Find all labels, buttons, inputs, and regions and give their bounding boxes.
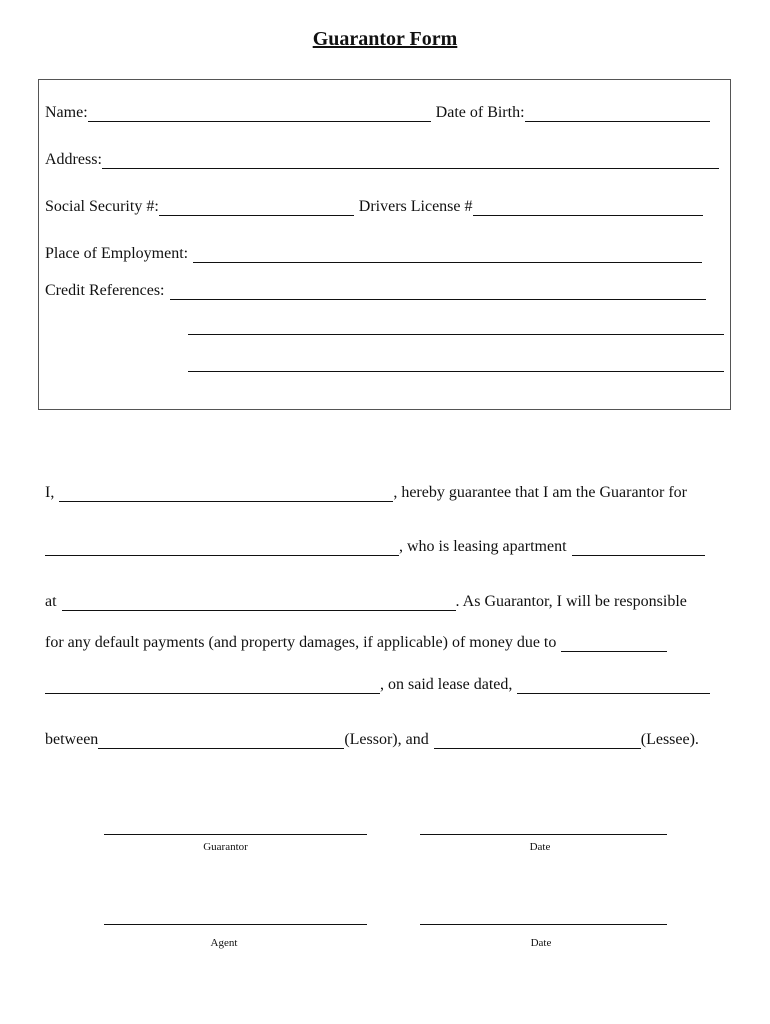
statement-prefix-i: I, (45, 484, 55, 501)
credit-field-2[interactable] (188, 317, 724, 335)
payee-field[interactable] (561, 634, 667, 652)
credit-label: Credit References: (45, 282, 165, 299)
dob-label: Date of Birth: (435, 104, 525, 121)
license-label: Drivers License # (358, 198, 473, 215)
address-field[interactable] (102, 151, 719, 169)
statement-line-2-text: , who is leasing apartment (399, 538, 567, 555)
statement-prefix-at: at (45, 593, 57, 610)
name-field[interactable] (88, 104, 431, 122)
statement-line-1-text: , hereby guarantee that I am the Guarantor for (393, 484, 687, 501)
lessee-name-field[interactable] (45, 538, 399, 556)
employment-row (45, 245, 702, 263)
statement-line-1 (45, 484, 687, 502)
statement-line-3 (45, 593, 687, 611)
license-field[interactable] (473, 198, 703, 216)
statement-line-5 (45, 676, 710, 694)
name-label: Name: (45, 104, 88, 121)
credit-field-1[interactable] (170, 282, 706, 300)
employment-field[interactable] (193, 245, 702, 263)
ssn-label: Social Security #: (45, 198, 159, 215)
credit-field-3[interactable] (188, 354, 724, 372)
lease-date-field[interactable] (517, 676, 710, 694)
agent-signature-label: Agent (210, 937, 238, 949)
statement-line-4-text: for any default payments (and property damages, if applicable) of money due to (45, 634, 557, 651)
dob-field[interactable] (525, 104, 710, 122)
guarantor-signature-line[interactable] (104, 834, 367, 835)
ssn-row (45, 198, 703, 216)
agent-date-line[interactable] (420, 924, 667, 925)
apartment-number-field[interactable] (572, 538, 705, 556)
address-label: Address: (45, 151, 102, 168)
statement-line-3-text: . As Guarantor, I will be responsible (455, 593, 687, 610)
payee-field-continued[interactable] (45, 676, 380, 694)
employment-label: Place of Employment: (45, 245, 189, 262)
agent-date-label: Date (530, 937, 552, 949)
form-title: Guarantor Form (312, 28, 458, 50)
statement-prefix-between: between (45, 731, 99, 748)
statement-line-2 (45, 538, 705, 556)
guarantor-signature-label: Guarantor (203, 841, 248, 853)
credit-row (45, 282, 706, 300)
guarantor-date-label: Date (529, 841, 551, 853)
lessee-field[interactable] (434, 731, 641, 749)
ssn-field[interactable] (159, 198, 354, 216)
guarantor-name-field[interactable] (59, 484, 393, 502)
address-row (45, 151, 719, 169)
statement-lessee-text: (Lessee). (640, 731, 699, 748)
statement-line-5-text: , on said lease dated, (380, 676, 513, 693)
statement-line-4 (45, 634, 667, 652)
guarantor-date-line[interactable] (420, 834, 667, 835)
name-row (45, 104, 710, 122)
agent-signature-line[interactable] (104, 924, 367, 925)
lessor-field[interactable] (98, 731, 344, 749)
apartment-address-field[interactable] (62, 593, 456, 611)
statement-lessor-text: (Lessor), and (344, 731, 429, 748)
statement-line-6 (45, 731, 699, 749)
